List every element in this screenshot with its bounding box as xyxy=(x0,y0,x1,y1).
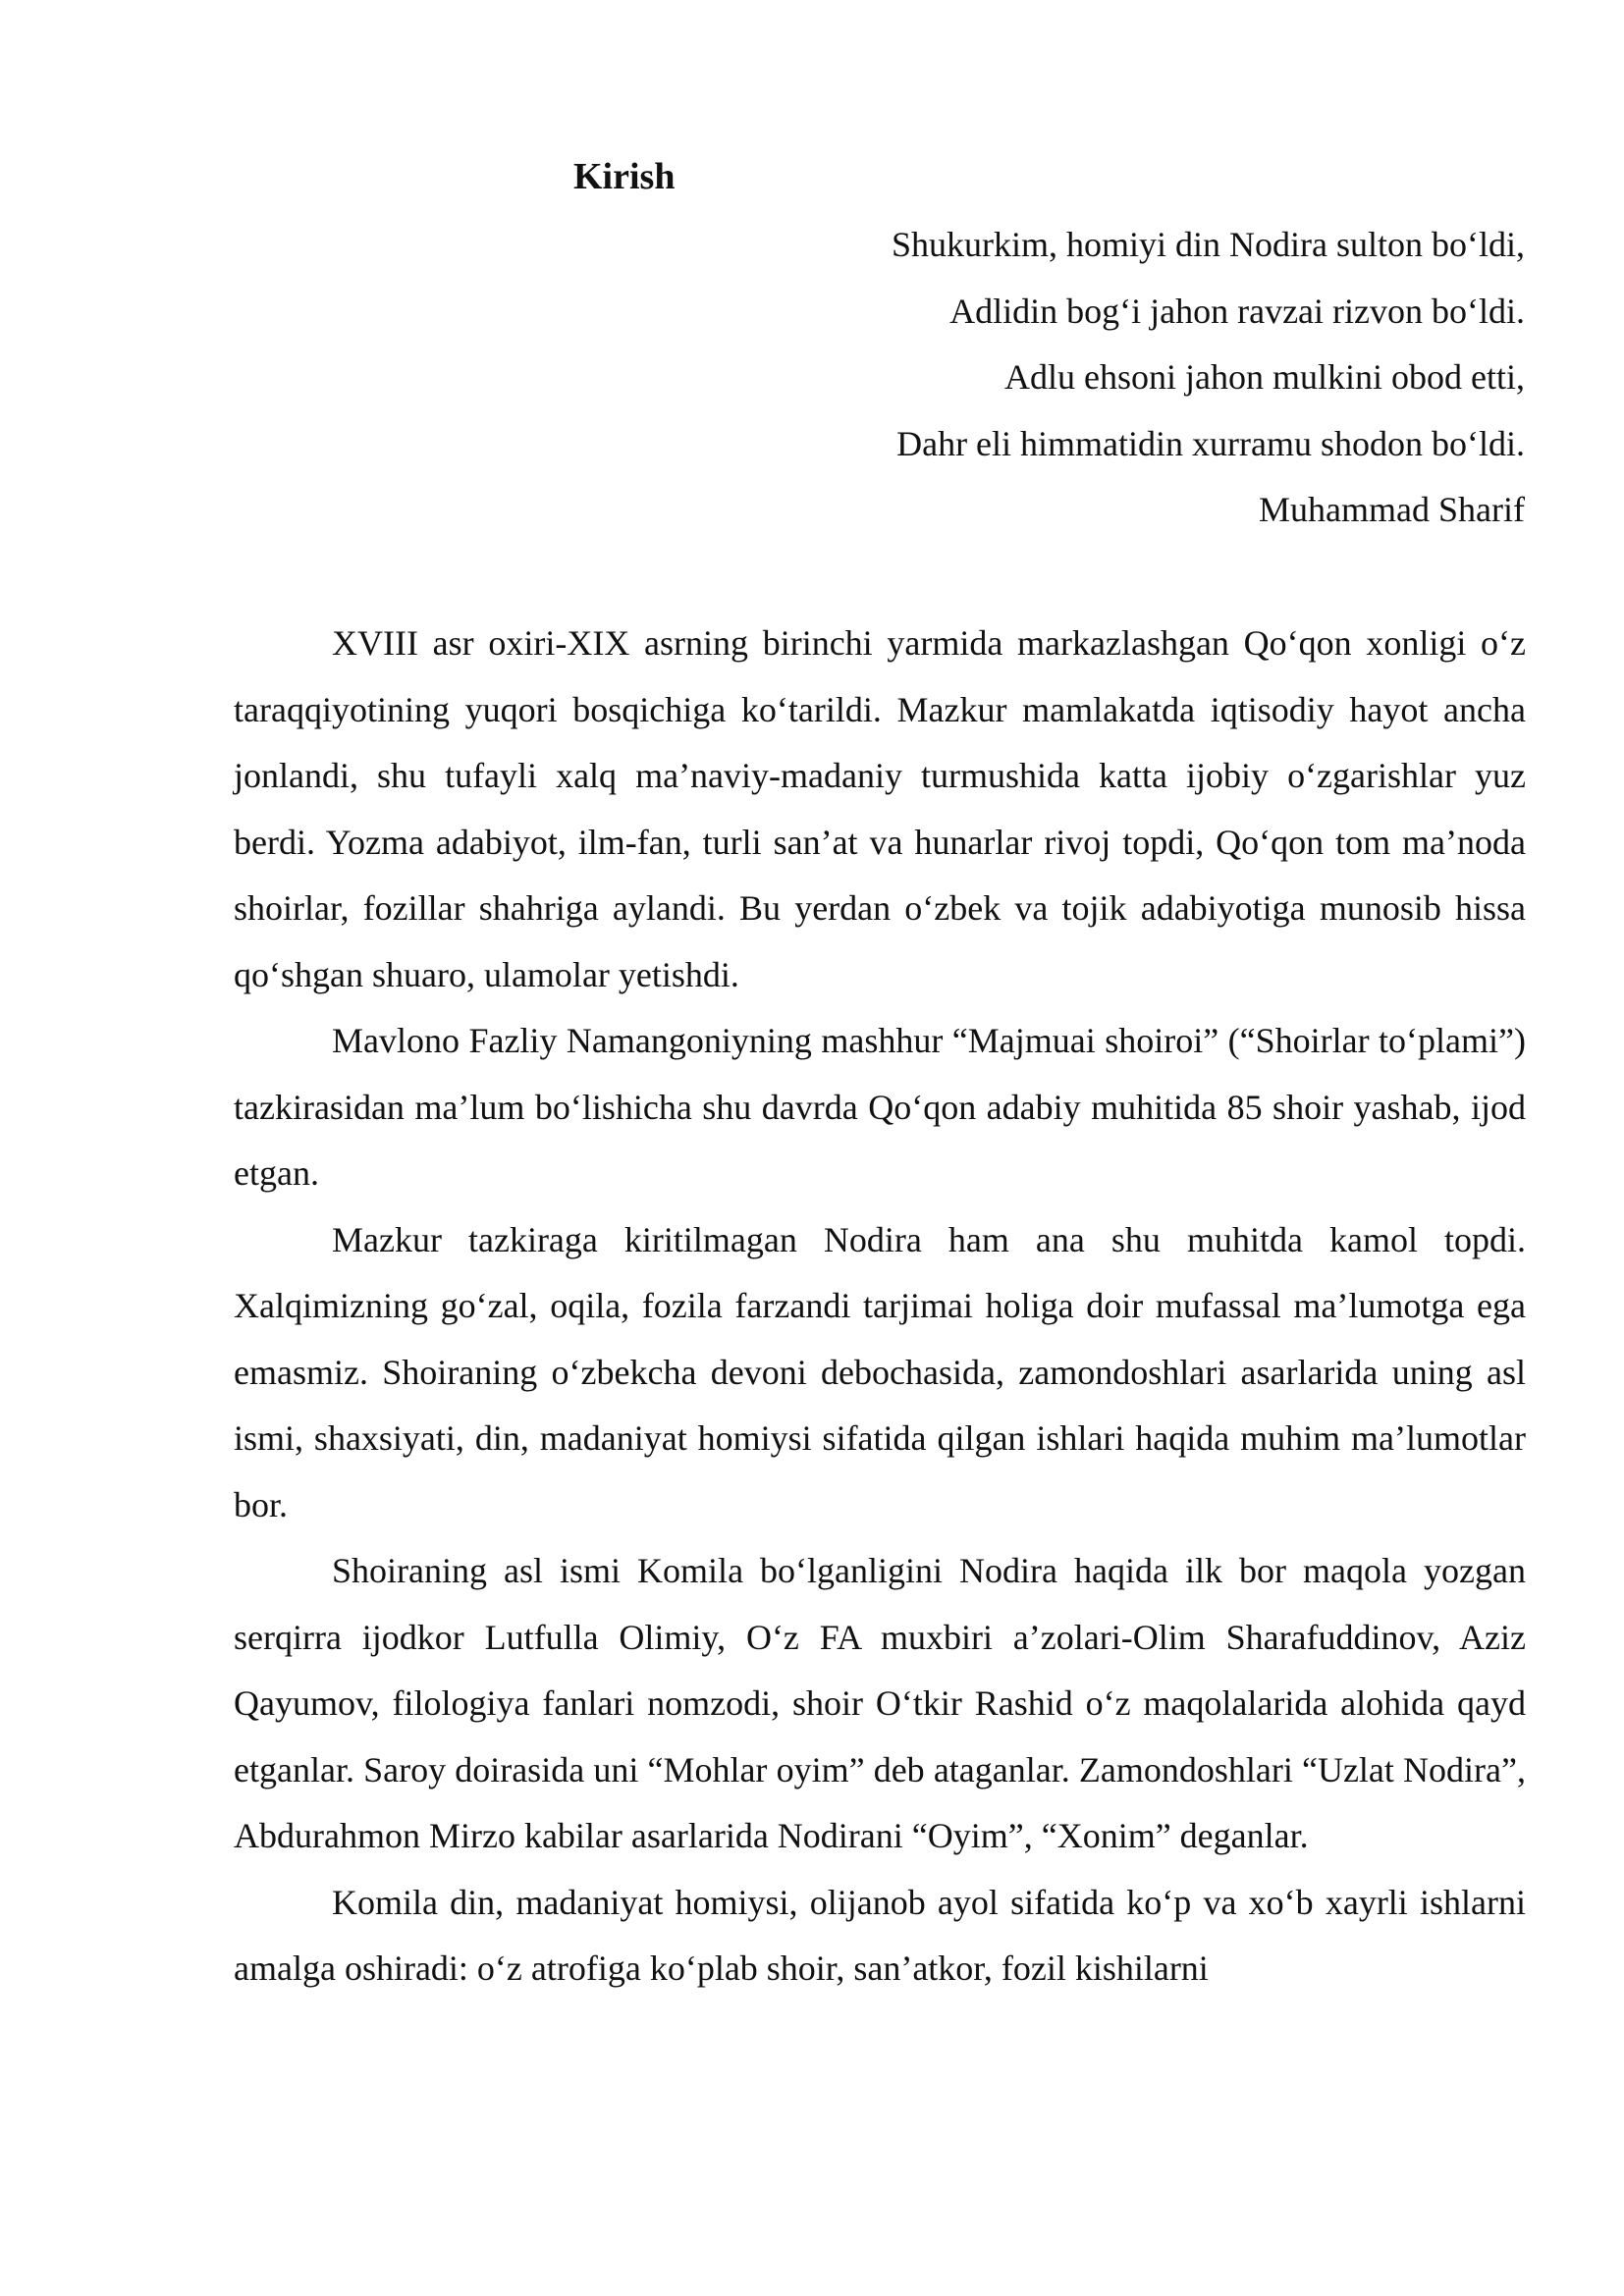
paragraph: XVIII asr oxiri-XIX asrning birinchi yarmida markazlashgan Qo‘qon xonligi o‘z taraqqiyotining yuqori bosqichiga ko‘tarildi. Mazkur mamlakatda iqtisodiy hayot ancha jonlandi, shu tufayli xalq ma’naviy-madaniy turmushida katta ijobiy o‘zgarishlar yuz berdi. Yozma adabiyot, ilm-fan, turli san’at va hunarlar rivoj topdi, Qo‘qon tom ma’noda shoirlar, fozillar shahriga aylandi. Bu yerdan o‘zbek va tojik adabiyotiga munosib hissa qo‘shgan shuaro, ulamolar yetishdi. xyxy=(234,623,1526,994)
body-text xyxy=(234,611,1526,2002)
paragraph: Mazkur tazkiraga kiritilmagan Nodira ham ana shu muhitda kamol topdi. Xalqimizning go‘zal, oqila, fozila farzandi tarjimai holiga doir mufassal ma’lumotga ega emasmiz. Shoiraning o‘zbekcha devoni debochasida, zamondoshlari asarlarida uning asl ismi, shaxsiyati, din, madaniyat homiysi sifatida qilgan ishlari haqida muhim ma’lumotlar bor. xyxy=(234,1219,1526,1524)
paragraph: Komila din, madaniyat homiysi, olijanob ayol sifatida ko‘p va xo‘b xayrli ishlarni amalga oshiradi: o‘z atrofiga ko‘plab shoir, san’atkor, fozil kishilarni xyxy=(234,1882,1526,1988)
epigraph-line: Adlidin bog‘i jahon ravzai rizvon bo‘ldi. xyxy=(949,291,1525,331)
epigraph xyxy=(892,212,1525,544)
epigraph-line: Dahr eli himmatidin xurramu shodon bo‘ldi. xyxy=(896,423,1525,463)
epigraph-author: Muhammad Sharif xyxy=(1259,490,1525,529)
epigraph-line: Shukurkim, homiyi din Nodira sulton bo‘ldi, xyxy=(892,225,1525,264)
paragraph: Shoiraning asl ismi Komila bo‘lganligini Nodira haqida ilk bor maqola yozgan serqirra ijodkor Lutfulla Olimiy, O‘z FA muxbiri a’zolari-Olim Sharafuddinov, Aziz Qayumov, filologiya fanlari nomzodi, shoir O‘tkir Rashid o‘z maqolalarida alohida qayd etganlar. Saroy doirasida uni “Mohlar oyim” deb ataganlar. Zamondoshlari “Uzlat Nodira”, Abdurahmon Mirzo kabilar asarlarida Nodirani “Oyim”, “Xonim” deganlar. xyxy=(234,1551,1526,1855)
section-heading: Kirish xyxy=(573,156,676,197)
paragraph: Mavlono Fazliy Namangoniyning mashhur “Majmuai shoiroi” (“Shoirlar to‘plami”) tazkirasidan ma’lum bo‘lishicha shu davrda Qo‘qon adabiy muhitida 85 shoir yashab, ijod etgan. xyxy=(234,1021,1526,1193)
epigraph-line: Adlu ehsoni jahon mulkini obod etti, xyxy=(1004,357,1525,397)
